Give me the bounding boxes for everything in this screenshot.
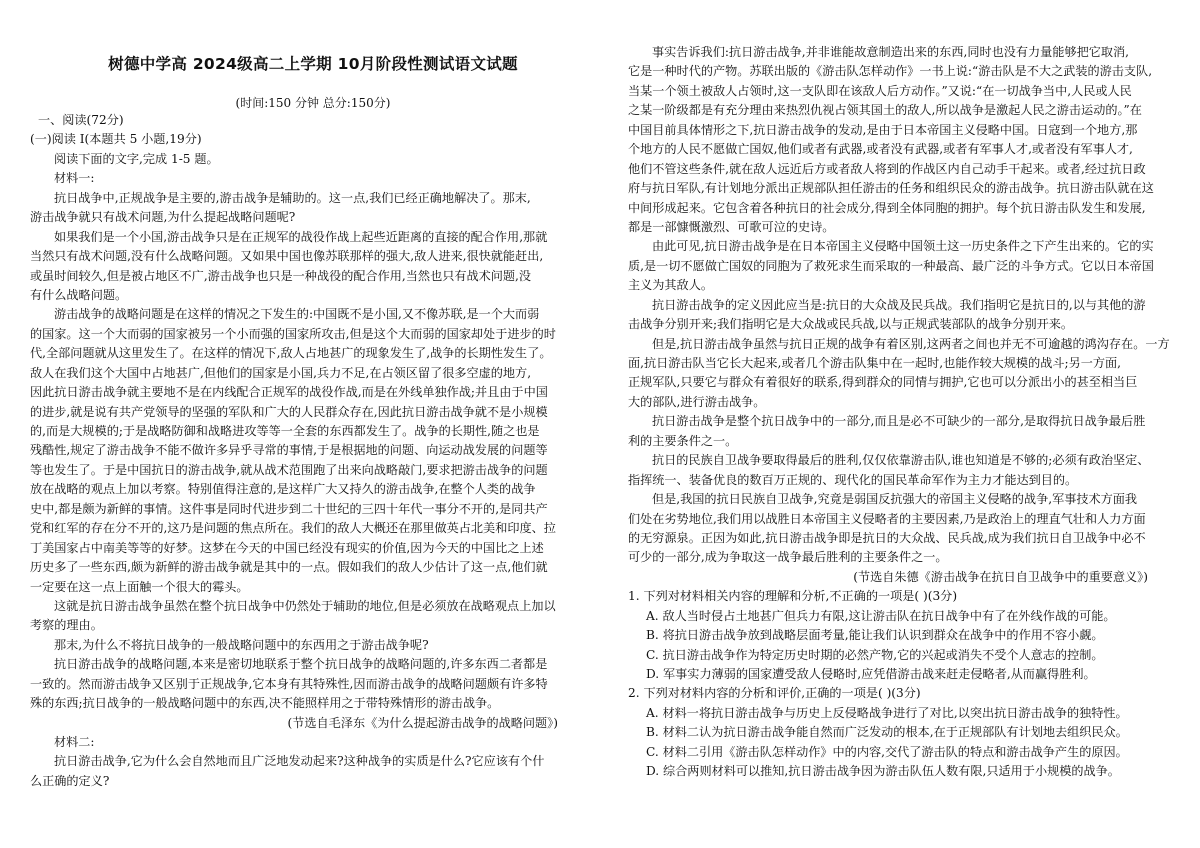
text-line: 由此可见,抗日游击战争是在日本帝国主义侵略中国领土这一历史条件之下产生出来的。它的实 (652, 239, 1154, 254)
text-line: 大的部队,进行游击战争。 (628, 394, 766, 409)
text-line: 抗日游击战争的战略问题,本来是密切地联系于整个抗日战争的战略问题的,许多东西二者都是 (54, 657, 548, 672)
text-line: 丁美国家占中南美等等的好梦。这梦在今天的中国已经没有现实的价值,因为今天的中国比之上述 (30, 540, 544, 555)
text-line: 击战争分别开来;我们指明它是大众战或民兵战,以与正规武装部队的战争分别开来。 (628, 317, 1074, 332)
text-line: 阅读下面的文字,完成 1-5 题。 (54, 151, 219, 166)
text-line: 正规军队,只要它与群众有着很好的联系,得到群众的同情与拥护,它也可以分派出小的甚至相当巨 (628, 375, 1138, 390)
text-line: 都是一部慷慨激烈、可歌可泣的史诗。 (628, 219, 835, 234)
text-line: 主义为其敌人。 (628, 278, 713, 293)
text-line: 游击战争的战略问题是在这样的情况之下发生的:中国既不是小国,又不像苏联,是一个大而弱 (54, 307, 540, 322)
text-line: (节选自毛泽东《为什么提起游击战争的战略问题》) (287, 715, 558, 730)
text-line: A. 材料一将抗日游击战争与历史上反侵略战争进行了对比,以突出抗日游击战争的独特性。 (646, 705, 1128, 720)
text-line: 质,是一切不愿做亡国奴的同胞为了救死求生而采取的一种最高、最广泛的斗争方式。它以日本帝国 (628, 258, 1154, 273)
text-line: B. 将抗日游击战争放到战略层面考量,能让我们认识到群众在战争中的作用不容小觑。 (646, 628, 1104, 643)
text-line: 抗日游击战争,它为什么会自然地而且广泛地发动起来?这种战争的实质是什么?它应该有个什 (54, 754, 545, 769)
text-line: 抗日战争中,正规战争是主要的,游击战争是辅助的。这一点,我们已经正确地解决了。那末, (54, 190, 531, 205)
text-line: 抗日游击战争的定义因此应当是:抗日的大众战及民兵战。我们指明它是抗日的,以与其他的游 (652, 297, 1146, 312)
text-line: 历史多了一些东西,颇为新鲜的游击战争就是其中的一点。假如我们的敌人少估计了这一点,他们就 (30, 560, 548, 575)
text-line: 之某一阶级都是有充分理由来热烈仇视占领其国土的敌人,所以战争是激起人民之游击运动的。”在 (628, 103, 1142, 118)
text-line: D. 综合两则材料可以推知,抗日游击战争因为游击队伍人数有限,只适用于小规模的战争。 (646, 764, 1120, 779)
text-line: 中国目前具体情形之下,抗日游击战争的发动,是由于日本帝国主义侵略中国。日寇到一个地方,那 (628, 122, 1138, 137)
text-line: 的国家。这一个大而弱的国家被另一个小而强的国家所攻击,但是这个大而弱的国家却处于进步的时 (30, 326, 556, 341)
text-line: C. 抗日游击战争作为特定历史时期的必然产物,它的兴起或消失不受个人意志的控制。 (646, 647, 1104, 662)
text-line: D. 军事实力薄弱的国家遭受敌人侵略时,应凭借游击战来赶走侵略者,从而赢得胜利。 (646, 667, 1096, 681)
text-line: A. 敌人当时侵占土地甚广但兵力有限,这让游击队在抗日战争中有了在外线作战的可能。 (646, 608, 1116, 623)
text-line: 游击战争就只有战术问题,为什么提起战略问题呢? (30, 210, 296, 225)
text-line: 它是一种时代的产物。苏联出版的《游击队怎样动作》一书上说:“游击队是不大之武装的游击支队, (628, 64, 1153, 79)
text-line: 个地方的人民不愿做亡国奴,他们或者有武器,或者没有武器,或者有军事人才,或者没有军事人才, (628, 142, 1133, 157)
text-line: B. 材料二认为抗日游击战争能自然而广泛发动的根本,在于正规部队有计划地去组织民众。 (646, 725, 1128, 740)
left-text-body (30, 111, 596, 791)
text-line: 有什么战略问题。 (30, 287, 128, 302)
text-line: 他们不管这些条件,就在敌人远近后方或者敌人将到的作战区内自己动手干起来。或者,经过抗日政 (628, 161, 1146, 176)
text-line: 1. 下列对材料相关内容的理解和分析,不正确的一项是( )(3分) (628, 589, 958, 604)
text-line: 史中,都是颇为新鲜的事情。这件事是同时代进步到二十世纪的三四十年代一事分不开的,是同共产 (30, 501, 548, 516)
text-line: 这就是抗日游击战争虽然在整个抗日战争中仍然处于辅助的地位,但是必须放在战略观点上加以 (54, 598, 556, 613)
text-line: 的无穷源泉。正因为如此,抗日游击战争即是抗日的大众战、民兵战,成为我们抗日自卫战争中必不 (628, 530, 1146, 545)
text-line: 材料二: (54, 735, 95, 749)
text-line: 们处在劣势地位,我们用以战胜日本帝国主义侵略者的主要因素,乃是政治上的理直气壮和人力方面 (628, 511, 1146, 526)
text-line: 府与抗日军队,有计划地分派出正规部队担任游击的任务和组织民众的游击战争。抗日游击队就在这 (628, 181, 1154, 196)
text-line: 事实告诉我们:抗日游击战争,并非谁能故意制造出来的东西,同时也没有力量能够把它取消, (652, 45, 1130, 59)
text-line: (节选自朱德《游击战争在抗日自卫战争中的重要意义》) (853, 569, 1148, 584)
text-line: 殊的东西;抗日战争的一般战略问题中的东西,决不能照样用之于带特殊情形的游击战争。 (30, 696, 500, 711)
text-line: 的进步,就是说有共产党领导的坚强的军队和广大的人民群众存在,因此抗日游击战争就不是小规模 (30, 404, 548, 419)
text-line: 那末,为什么不将抗日战争的一般战略问题中的东西用之于游击战争呢? (54, 637, 429, 652)
text-line: 党和红军的存在分不开的,这乃是问题的焦点所在。我们的敌人大概还在那里做英占北美和印度、拉 (30, 521, 556, 536)
text-line: 因此抗日游击战争就主要地不是在内线配合正规军的战役作战,而是在外线单独作战;并且由于中国 (30, 385, 548, 400)
text-line: 指挥统一、装备优良的数百万正规的、现代化的国民革命军作为主力才能达到目的。 (628, 472, 1078, 487)
exam-meta: (时间:150 分钟 总分:150分) (235, 96, 391, 110)
text-line: 当然只有战术问题,没有什么战略问题。又如果中国也像苏联那样的强大,敌人进来,很快就能赶出, (30, 249, 544, 264)
text-line: 或虽时间较久,但是被占地区不广,游击战争也只是一种战役的配合作用,当然也只有战术问题,没 (30, 268, 532, 283)
text-line: 材料一: (54, 171, 95, 186)
text-line: C. 材料二引用《游击队怎样动作》中的内容,交代了游击队的特点和游击战争产生的原因。 (646, 744, 1128, 759)
text-line: 利的主要条件之一。 (628, 433, 738, 448)
text-line: 代,全部问题就从这里发生了。在这样的情况下,敌人占地甚广的现象发生了,战争的长期性发生了。 (30, 346, 552, 361)
text-line: 但是,抗日游击战争虽然与抗日正规的战争有着区别,这两者之间也并无不可逾越的鸿沟存在。一方 (652, 336, 1170, 351)
text-line: 考察的理由。 (30, 618, 103, 633)
text-line: 敌人在我们这个大国中占地甚广,但他们的国家是小国,兵力不足,在占领区留了很多空虚的地方, (30, 365, 532, 380)
text-line: 但是,我国的抗日民族自卫战争,究竟是弱国反抗强大的帝国主义侵略的战争,军事技术方面我 (652, 492, 1138, 507)
text-line: 抗日游击战争是整个抗日战争中的一部分,而且是必不可缺少的一部分,是取得抗日战争最后胜 (652, 414, 1146, 429)
page-title: 树德中学高 2024级高二上学期 10月阶段性测试语文试题 (108, 55, 518, 73)
text-line: 残酷性,规定了游击战争不能不做许多异乎寻常的事情,于是根据地的问题、向运动战发展的问题等 (30, 443, 548, 458)
text-line: 当某一个领土被敌人占领时,这一支队即在该敌人后方动作。”又说:“在一切战争当中,人民或人民 (628, 83, 1132, 98)
text-line: (一)阅读 I(本题共 5 小题,19分) (30, 132, 202, 147)
text-line: 么正确的定义? (30, 773, 110, 788)
text-line: 一致的。然而游击战争又区别于正规战争,它本身有其特殊性,因而游击战争的战略问题颇有许多特 (30, 676, 548, 691)
text-line: 如果我们是一个小国,游击战争只是在正规军的战役作战上起些近距离的直接的配合作用,那就 (54, 229, 548, 244)
text-line: 面,抗日游击队当它长大起来,或者几个游击队集中在一起时,也能作较大规模的战斗;另一方面, (628, 356, 1122, 370)
text-line: 放在战略的观点上加以考察。特别值得注意的,是这样广大又持久的游击战争,在整个人类的战争 (30, 482, 536, 497)
text-line: 一定要在这一点上面触一个很大的霉头。 (30, 579, 249, 594)
text-line: 2. 下列对材料内容的分析和评价,正确的一项是( )(3分) (628, 686, 921, 701)
right-text-body (628, 43, 1172, 782)
text-line: 中间形成起来。它包含着各种抗日的社会成分,得到全体同胞的拥护。每个抗日游击队发生和发展, (628, 200, 1146, 215)
text-line: 的,而是大规模的;于是战略防御和战略进攻等等一全套的东西都发生了。战争的长期性,随之也是 (30, 424, 540, 438)
text-line: 一、阅读(72分) (38, 113, 124, 127)
text-line: 等也发生了。于是中国抗日的游击战争,就从战术范围跑了出来向战略敲门,要求把游击战争的问题 (30, 462, 548, 477)
text-line: 可少的一部分,成为争取这一战争最后胜利的主要条件之一。 (628, 550, 948, 565)
text-line: 抗日的民族自卫战争要取得最后的胜利,仅仅依靠游击队,谁也知道是不够的;必须有政治坚定、 (652, 453, 1150, 468)
